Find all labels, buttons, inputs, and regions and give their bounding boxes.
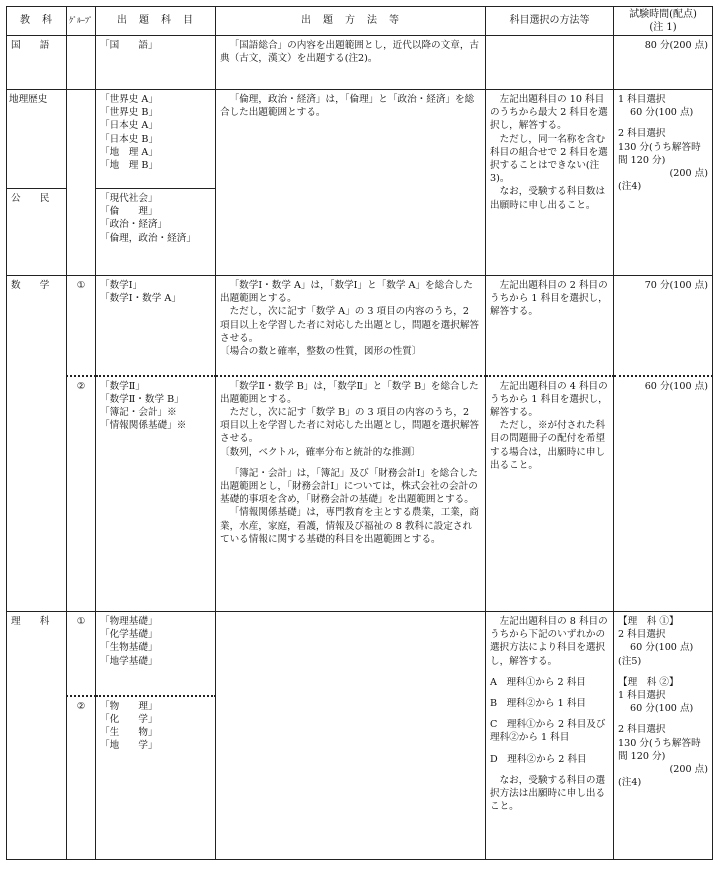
exam-table	[6, 6, 713, 860]
selection-option: B 理科②から 1 科目	[490, 698, 587, 710]
exam-subject: 「日本史 A」	[100, 120, 158, 132]
selection-text: ただし，同一名称を含む科目の組合せで 2 科目を選択することはできない(注3)。	[490, 133, 608, 185]
selection-option: C 理科①から 2 科目及び理科②から 1 科目	[490, 719, 606, 744]
exam-subject: 「化 学」	[100, 713, 158, 725]
method-chireki: 「倫理，政治・経済」は，「倫理」と「政治・経済」を総合した出題範囲とする。	[216, 90, 486, 276]
row-chireki	[7, 90, 713, 276]
exam-subject: 「日本史 B」	[100, 133, 159, 145]
subject-komin: 公 民	[11, 193, 50, 204]
row-science-g1	[7, 612, 713, 696]
group-kokugo	[67, 36, 96, 90]
exam-subjects-chireki-a	[96, 90, 215, 189]
group-chireki	[67, 90, 96, 276]
exam-subject: 「世界史 A」	[100, 94, 158, 105]
exam-subject: 「物理基礎」	[100, 616, 158, 627]
exam-subject: 「地 理 A」	[100, 146, 158, 158]
subject-science: 理 科	[7, 612, 67, 860]
time-math-1: 70 分(100 点)	[614, 276, 713, 376]
selection-text: 左記出題科目の 10 科目のうちから最大 2 科目を選択し，解答する。	[490, 94, 608, 132]
time-science	[614, 612, 713, 860]
exam-subjects-chireki-b	[96, 189, 215, 248]
time-label: 【理 科 ①】	[618, 616, 679, 627]
exam-subject: 「倫理，政治・経済」	[100, 232, 196, 244]
method-text: 〔場合の数と確率，整数の性質，図形の性質〕	[220, 346, 422, 358]
header-row	[7, 7, 713, 36]
header-method: 出 題 方 法 等	[216, 7, 486, 36]
subject-chiri-rekishi: 地理歴史	[7, 90, 66, 189]
time-line: (注4)	[618, 181, 642, 193]
time-line: (200 点)	[669, 764, 708, 776]
method-science	[216, 612, 486, 860]
time-line: 130 分(うち解答時間 120 分)	[618, 141, 701, 166]
exam-subject: 「世界史 B」	[100, 107, 159, 119]
group-math-2: ②	[67, 376, 96, 612]
exam-subject: 「現代社会」	[100, 193, 158, 204]
time-line: 130 分(うち解答時間 120 分)	[618, 737, 701, 762]
method-text: 「数学Ⅰ・数学 A」は，「数学Ⅰ」と「数学 A」を総合した出題範囲とする。	[220, 280, 473, 305]
exam-subject: 「化学基礎」	[100, 629, 158, 641]
selection-text: なお，受験する科目の選択方法は出願時に申し出ること。	[490, 774, 606, 813]
exam-subject: 「数学Ⅱ・数学 B」	[100, 393, 184, 405]
row-math-g2	[7, 376, 713, 612]
selection-text: ただし，※が付された科目の問題冊子の配付を希望する場合は，出願時に申し出ること。	[490, 420, 606, 471]
time-line: 2 科目選択	[618, 724, 666, 736]
exam-subject: 「情報関係基礎」※	[100, 420, 187, 432]
header-time-line1: 試験時間(配点)	[629, 9, 697, 20]
header-time-line2: (注 1)	[649, 22, 677, 33]
selection-math-2	[486, 376, 614, 612]
method-text: 「簿記・会計」は，「簿記」及び「財務会計Ⅰ」を総合した出題範囲とし，「財務会計Ⅰ」については，株式会社の会計の基礎的事項を含め，「財務会計の基礎」を出題範囲とする。	[220, 467, 479, 506]
selection-chireki	[486, 90, 614, 276]
time-line: 2 科目選択	[618, 629, 666, 641]
exam-subjects-science-1	[96, 612, 216, 696]
selection-text: なお，受験する科目数は出願時に申し出ること。	[490, 186, 606, 211]
exam-subject: 「政治・経済」	[100, 219, 168, 231]
row-kokugo	[7, 36, 713, 90]
exam-subjects-kokugo: 「国 語」	[96, 36, 216, 90]
subject-chireki	[7, 90, 67, 276]
time-line: 1 科目選択	[618, 94, 666, 105]
method-text: 「数学Ⅱ・数学 B」は，「数学Ⅱ」と「数学 B」を総合した出題範囲とする。	[220, 380, 479, 405]
group-science-1: ①	[67, 612, 96, 696]
exam-subject: 「地学基礎」	[100, 655, 158, 667]
time-line: 60 分(100 点)	[630, 703, 694, 715]
exam-subject: 「生物基礎」	[100, 642, 158, 654]
selection-kokugo	[486, 36, 614, 90]
selection-text: 左記出題科目の 8 科目のうちから下記のいずれかの選択方法により科目を選択し，解答する。	[490, 616, 608, 667]
selection-option: A 理科①から 2 科目	[490, 676, 586, 688]
exam-subject: 「数学Ⅱ」	[100, 380, 145, 392]
method-text: ただし，次に記す「数学 A」の 3 項目の内容のうち，2 項目以上を学習した者に対応した出題とし，問題を選択解答させる。	[220, 306, 480, 344]
exam-subjects-chireki	[96, 90, 216, 276]
method-text: ただし，次に記す「数学 B」の 3 項目の内容のうち，2 項目以上を学習した者に対応した出題とし，問題を選択解答させる。	[220, 406, 480, 445]
exam-subject: 「物 理」	[100, 700, 158, 712]
exam-subject: 「地 学」	[100, 740, 158, 752]
header-subject: 教 科	[7, 7, 67, 36]
header-group: ｸﾞﾙｰﾌﾟ	[67, 7, 96, 36]
selection-option: D 理科②から 2 科目	[490, 753, 587, 765]
exam-subject: 「地 理 B」	[100, 160, 159, 172]
time-line: (注4)	[618, 777, 642, 789]
group-math-1: ①	[67, 276, 96, 376]
exam-subject: 「生 物」	[100, 726, 158, 738]
time-line: 1 科目選択	[618, 690, 666, 702]
exam-subject: 「簿記・会計」※	[100, 406, 177, 418]
time-line: (200 点)	[669, 168, 708, 180]
method-math-2	[216, 376, 486, 612]
time-math-2: 60 分(100 点)	[614, 376, 713, 612]
method-text: 「情報関係基礎」は，専門教育を主とする農業，工業，商業，水産，家庭，看護，情報及び福祉の 8 教科に設定されている情報に関する基礎的科目を出題範囲とする。	[220, 507, 480, 545]
header-selection: 科目選択の方法等	[486, 7, 614, 36]
time-label: 【理 科 ②】	[618, 676, 679, 688]
time-chireki	[614, 90, 713, 276]
method-text: 〔数列，ベクトル，確率分布と統計的な推測〕	[220, 446, 421, 458]
method-kokugo: 「国語総合」の内容を出題範囲とし，近代以降の文章，古典（古文，漢文）を出題する(注2)。	[216, 36, 486, 90]
header-time	[614, 7, 713, 36]
exam-subjects-math-2	[96, 376, 216, 612]
group-science-2: ②	[67, 696, 96, 860]
exam-subject: 「倫 理」	[100, 206, 158, 218]
selection-math-1: 左記出題科目の 2 科目のうちから 1 科目を選択し，解答する。	[486, 276, 614, 376]
time-line: 60 分(100 点)	[630, 642, 694, 654]
selection-science	[486, 612, 614, 860]
time-line: (注5)	[618, 655, 642, 667]
subject-kokugo: 国 語	[7, 36, 67, 90]
time-line: 2 科目選択	[618, 128, 666, 140]
exam-subjects-science-2	[96, 696, 216, 860]
time-line: 60 分(100 点)	[630, 107, 694, 119]
time-kokugo: 80 分(200 点)	[614, 36, 713, 90]
method-math-1	[216, 276, 486, 376]
row-math-g1	[7, 276, 713, 376]
subject-math: 数 学	[7, 276, 67, 612]
exam-subject: 「数学Ⅰ」	[100, 280, 143, 291]
exam-subjects-math-1	[96, 276, 216, 376]
exam-subject: 「数学Ⅰ・数学 A」	[100, 293, 181, 305]
selection-text: 左記出題科目の 4 科目のうちから 1 科目を選択し，解答する。	[490, 380, 608, 418]
header-exam-subjects: 出 題 科 目	[96, 7, 216, 36]
